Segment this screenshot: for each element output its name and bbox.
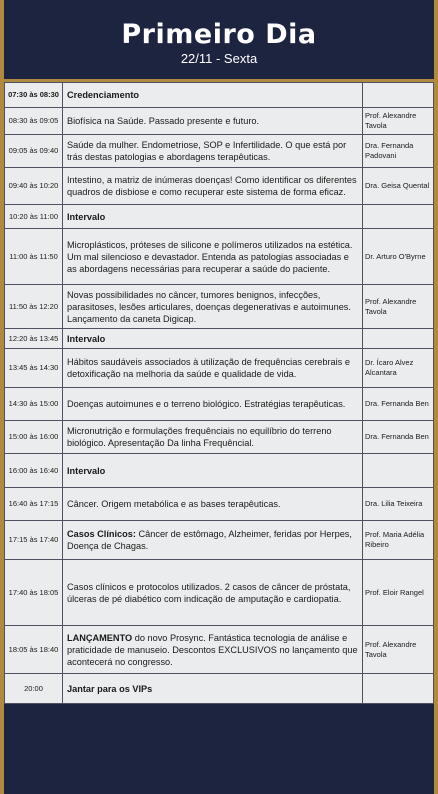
row-description	[63, 674, 363, 704]
schedule-row	[5, 285, 434, 329]
schedule-row	[5, 229, 434, 285]
row-speaker	[363, 329, 434, 349]
row-speaker: Prof. Maria Adélia Ribeiro	[363, 521, 434, 560]
row-lead: Intervalo	[67, 465, 106, 476]
schedule-row	[5, 329, 434, 349]
row-description	[63, 135, 363, 168]
schedule-row	[5, 674, 434, 704]
row-time: 17:40 às 18:05	[5, 560, 63, 626]
row-description	[63, 229, 363, 285]
row-lead: Credenciamento	[67, 90, 139, 100]
row-speaker: Prof. Alexandre Tavola	[363, 285, 434, 329]
schedule-row	[5, 388, 434, 421]
row-description	[63, 521, 363, 560]
row-speaker	[363, 205, 434, 229]
row-time: 16:00 às 16:40	[5, 454, 63, 488]
row-time: 10:20 às 11:00	[5, 205, 63, 229]
row-text: Casos clínicos e protocolos utilizados. 2 casos de câncer de próstata, úlceras de pé diabético com indicação de amputação e cardiopatia.	[67, 581, 351, 604]
row-text: Saúde da mulher. Endometriose, SOP e Infertilidade. O que está por trás destas patologias e abordagens terapêuticas.	[67, 140, 347, 162]
schedule-row	[5, 108, 434, 135]
row-lead: Casos Clínicos:	[67, 529, 136, 539]
row-time: 13:45 às 14:30	[5, 349, 63, 388]
schedule-row	[5, 626, 434, 674]
row-description	[63, 108, 363, 135]
schedule-row	[5, 83, 434, 108]
row-time: 11:00 às 11:50	[5, 229, 63, 285]
row-description	[63, 285, 363, 329]
row-description	[63, 329, 363, 349]
row-text: Micronutrição e formulações frequênciais no equilíbrio do terreno biológico. Apresentação Da linha Frequêncial.	[67, 426, 332, 448]
row-description	[63, 488, 363, 521]
row-speaker	[363, 454, 434, 488]
schedule-row	[5, 521, 434, 560]
row-time: 09:40 às 10:20	[5, 168, 63, 205]
row-speaker	[363, 83, 434, 108]
row-description	[63, 205, 363, 229]
row-speaker: Dr. Arturo O'Byrne	[363, 229, 434, 285]
row-lead: Jantar para os VIPs	[67, 683, 153, 694]
row-lead: Intervalo	[67, 333, 106, 344]
row-text: Doenças autoimunes e o terreno biológico. Estratégias terapêuticas.	[67, 399, 346, 409]
row-text: Novas possibilidades no câncer, tumores benignos, infecções, parasitoses, lesões articulares, doenças degenerativas e autoimunes. Lançamento da caneta Digicap.	[67, 289, 351, 324]
row-speaker: Dra. Fernanda Ben	[363, 421, 434, 454]
row-lead: LANÇAMENTO	[67, 632, 133, 643]
row-speaker: Dr. Ícaro Alvez Alcantara	[363, 349, 434, 388]
row-description	[63, 388, 363, 421]
row-text: do novo Prosync. Fantástica tecnologia de análise e praticidade de manuseio. Descontos EXCLUSIVOS no lançamento que acontecerá no congresso.	[67, 632, 358, 667]
schedule-row	[5, 421, 434, 454]
row-speaker: Dra. Lilia Teixeira	[363, 488, 434, 521]
row-time: 20:00	[5, 674, 63, 704]
row-time: 18:05 às 18:40	[5, 626, 63, 674]
row-time: 16:40 às 17:15	[5, 488, 63, 521]
row-speaker: Dra. Geisa Quental	[363, 168, 434, 205]
schedule-row	[5, 560, 434, 626]
header	[4, 4, 434, 80]
schedule-row	[5, 168, 434, 205]
row-speaker	[363, 674, 434, 704]
row-text: Câncer. Origem metabólica e as bases terapêuticas.	[67, 499, 281, 509]
schedule-row	[5, 349, 434, 388]
row-time: 08:30 às 09:05	[5, 108, 63, 135]
row-speaker: Prof. Alexandre Tavola	[363, 108, 434, 135]
row-time: 15:00 às 16:00	[5, 421, 63, 454]
row-description	[63, 83, 363, 108]
row-text: Biofísica na Saúde. Passado presente e futuro.	[67, 116, 260, 126]
row-description	[63, 349, 363, 388]
row-description	[63, 626, 363, 674]
row-speaker: Dra. Fernanda Padovani	[363, 135, 434, 168]
row-description	[63, 560, 363, 626]
row-time: 17:15 às 17:40	[5, 521, 63, 560]
row-time: 14:30 às 15:00	[5, 388, 63, 421]
schedule-row	[5, 488, 434, 521]
schedule-row	[5, 205, 434, 229]
row-text: Intestino, a matriz de inúmeras doenças! Como identificar os diferentes quadros de disbiose e como recuperar este sistema de forma eficaz.	[67, 175, 357, 197]
schedule-table	[4, 82, 434, 704]
schedule-rows	[5, 83, 434, 704]
row-text: Hábitos saudáveis associados à utilização de frequências cerebrais e detoxificação na melhoria da saúde e qualidade de vida.	[67, 357, 350, 379]
row-speaker: Prof. Alexandre Tavola	[363, 626, 434, 674]
row-text: Microplásticos, próteses de silicone e polímeros utilizados na estética. Um mal silencioso e devastador. Entenda as patologias associadas e as abordagens necessárias para recuperar a saúde do paciente.	[67, 239, 353, 274]
gold-border-right	[434, 0, 438, 794]
row-speaker: Prof. Eloir Rangel	[363, 560, 434, 626]
page-title: Primeiro Dia	[121, 19, 317, 50]
schedule-row	[5, 135, 434, 168]
row-text: Câncer de estômago, Alzheimer, feridas por Herpes, Doença de Chagas.	[67, 529, 352, 551]
page-subtitle: 22/11 - Sexta	[180, 51, 258, 66]
row-time: 09:05 às 09:40	[5, 135, 63, 168]
row-description	[63, 421, 363, 454]
row-time: 11:50 às 12:20	[5, 285, 63, 329]
row-description	[63, 454, 363, 488]
row-time: 12:20 às 13:45	[5, 329, 63, 349]
row-lead: Intervalo	[67, 211, 106, 222]
schedule-row	[5, 454, 434, 488]
row-description	[63, 168, 363, 205]
row-time: 07:30 às 08:30	[5, 83, 63, 108]
row-speaker: Dra. Fernanda Ben	[363, 388, 434, 421]
